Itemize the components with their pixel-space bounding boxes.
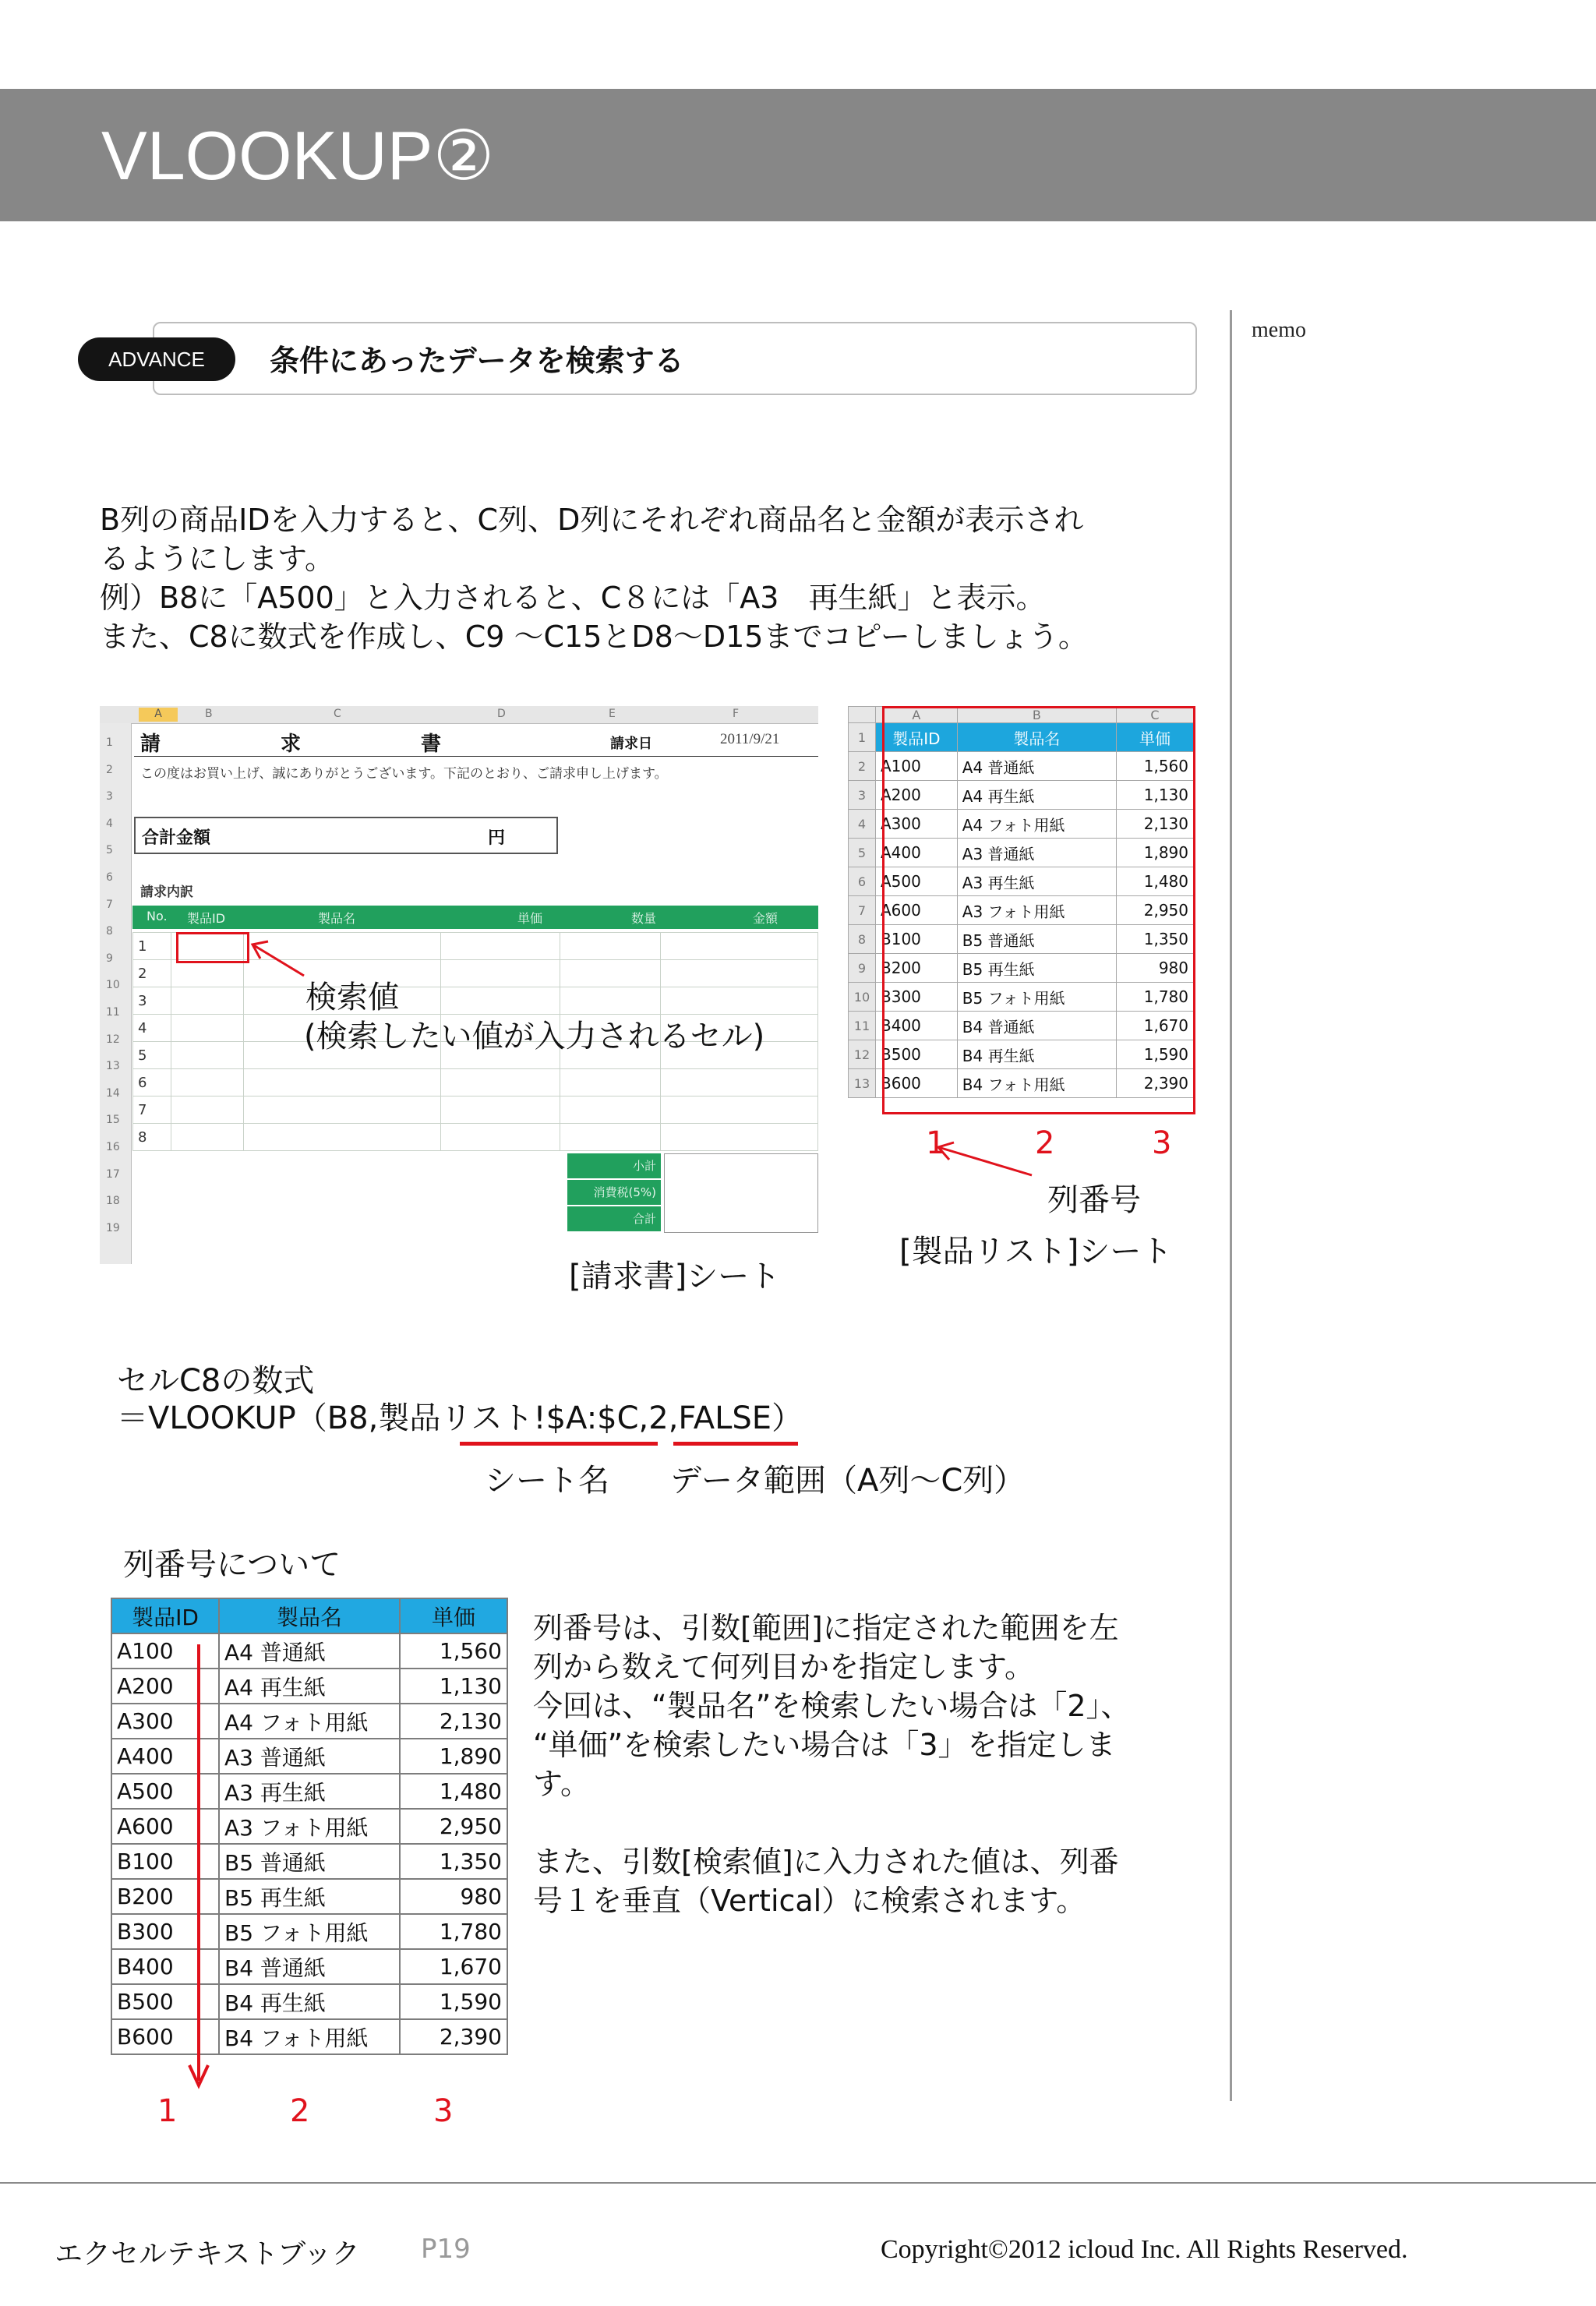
product-range-highlight bbox=[882, 706, 1195, 1114]
row-numbers: 1 2 3 4 5 6 7 8 9 10 11 12 13 14 15 16 17 18 19 bbox=[106, 736, 120, 1234]
data-range-label: データ範囲（A列～C列） bbox=[670, 1463, 1026, 1499]
range-underline bbox=[673, 1442, 798, 1446]
row-number-strip bbox=[100, 723, 132, 1264]
total-amount-box bbox=[134, 817, 558, 854]
invoice-date-label: 請求日 bbox=[610, 736, 652, 752]
sheet-name-underline bbox=[460, 1442, 658, 1446]
section-title: 条件にあったデータを検索する bbox=[270, 344, 684, 378]
intro-line: るようにします。 bbox=[100, 542, 334, 576]
product-list-table: A B C 1 製品ID 製品名 単価 2 A100 A4 普通紙 1,560 3 A200 A4 再生紙 1,130 4 A300 A4 フォト用紙 2,130 5 A400 A3 普通紙 1,890 6 A500 A3 再生紙 1,480 7 A600 A3 フォト用紙 2,950 8 B100 B5 普通紙 1,350 9 B200 B5 再生紙 980 10 B300 B5 フォト用紙 1,780 11 B400 B4 普通紙 1,670 12 B500 B4 再生紙 1,590 13 B600 B4 フォト用紙 2,390 bbox=[848, 706, 1194, 1098]
column-about-paragraph: 列番号は、引数[範囲]に指定された範囲を左 列から数えて何列目かを指定します。 今回は、“製品名”を検索したい場合は「2」、 “単価”を検索したい場合は「3」を指定しま す。 bbox=[533, 1611, 1131, 1801]
column-number-label: 列番号 bbox=[1047, 1182, 1141, 1218]
lookup-value-callout-desc: (検索したい値が入力されるセル) bbox=[304, 1019, 765, 1054]
invoice-title-char: 求 bbox=[281, 733, 302, 756]
col-letter: F bbox=[733, 708, 740, 720]
column-number: 1 bbox=[926, 1125, 946, 1161]
intro-paragraph bbox=[100, 500, 1088, 656]
column-number: 2 bbox=[290, 2093, 310, 2129]
column-number: 1 bbox=[157, 2093, 178, 2129]
col-letter: E bbox=[609, 708, 616, 720]
invoice-title-char: 請 bbox=[140, 733, 161, 756]
detail-label: 請求内訳 bbox=[140, 885, 193, 900]
col-letter: C bbox=[334, 708, 341, 720]
column-number: 3 bbox=[433, 2093, 454, 2129]
column-about-paragraph-2: また、引数[検索値]に入力された値は、列番 号１を垂直（Vertical）に検索されます。 bbox=[533, 1845, 1119, 1918]
product-sheet-caption: [製品リスト]シート bbox=[899, 1234, 1173, 1270]
memo-divider bbox=[1230, 310, 1232, 2101]
footer-page-number: P19 bbox=[421, 2234, 471, 2265]
col-letter: A bbox=[139, 708, 178, 722]
total-amount-label: 合計金額 bbox=[142, 828, 211, 848]
column-number: 3 bbox=[1152, 1125, 1172, 1161]
invoice-sheet-image bbox=[100, 706, 818, 1264]
advance-badge: ADVANCE bbox=[78, 337, 235, 381]
page-title: VLOOKUP② bbox=[101, 117, 495, 194]
column-number-example-table: 製品ID 製品名 単価 A100 A4 普通紙 1,560 A200 A4 再生紙 1,130 A300 A4 フォト用紙 2,130 A400 A3 普通紙 1,890 A500 A3 再生紙 1,480 A600 A3 フォト用紙 2,950 B100 B5 普通紙 1,350 B200 B5 再生紙 980 B300 B5 フォト用紙 1,780 B400 B4 普通紙 1,670 B500 B4 再生紙 1,590 B600 B4 フォト用紙 2,390 bbox=[111, 1598, 508, 2055]
formula-label: セルC8の数式 bbox=[117, 1363, 315, 1399]
tax-cell: 消費税(5%) bbox=[567, 1180, 661, 1205]
lookup-value-cell bbox=[176, 932, 249, 963]
memo-label: memo bbox=[1252, 318, 1306, 342]
invoice-title-char: 書 bbox=[421, 733, 442, 756]
invoice-date: 2011/9/21 bbox=[720, 731, 780, 747]
total-cell: 合計 bbox=[567, 1206, 661, 1231]
column-about-heading: 列番号について bbox=[123, 1547, 341, 1583]
subtotal-cell: 小計 bbox=[567, 1153, 661, 1178]
footer-divider bbox=[0, 2182, 1596, 2184]
sheet-name-label: シート名 bbox=[485, 1463, 609, 1499]
total-amount-unit: 円 bbox=[488, 828, 506, 848]
invoice-greeting: この度はお買い上げ、誠にありがとうございます。下記のとおり、ご請求申し上げます。 bbox=[140, 766, 668, 782]
vertical-search-arrow bbox=[187, 1644, 210, 2096]
column-number: 2 bbox=[1035, 1125, 1055, 1161]
invoice-sheet-caption: [請求書]シート bbox=[569, 1259, 781, 1294]
column-number-arrow bbox=[932, 1139, 1041, 1186]
intro-line: 例）B8に「A500」と入力されると、C８には「A3 再生紙」と表示。 bbox=[100, 581, 1046, 615]
lookup-value-callout: 検索値 bbox=[305, 980, 399, 1015]
intro-line: B列の商品IDを入力すると、C列、D列にそれぞれ商品名と金額が表示され bbox=[100, 503, 1084, 537]
footer-copyright: Copyright©2012 icloud Inc. All Rights Reserved. bbox=[881, 2235, 1408, 2264]
sheet-column-header bbox=[100, 706, 818, 724]
col-letter: B bbox=[205, 708, 213, 720]
product-list-sheet-image bbox=[848, 706, 1194, 1113]
invoice-table-header: No. 製品ID 製品名 単価 数量 金額 bbox=[132, 906, 818, 929]
invoice-items-grid: 1 2 3 4 5 6 7 8 bbox=[132, 932, 818, 1151]
formula-text: ＝VLOOKUP（B8,製品リスト!$A:$C,2,FALSE） bbox=[117, 1400, 803, 1436]
footer-book-title: エクセルテキストブック bbox=[55, 2238, 360, 2270]
col-letter: D bbox=[497, 708, 506, 720]
intro-line: また、C8に数式を作成し、C9 ～C15とD8～D15までコピーしましょう。 bbox=[100, 620, 1088, 654]
